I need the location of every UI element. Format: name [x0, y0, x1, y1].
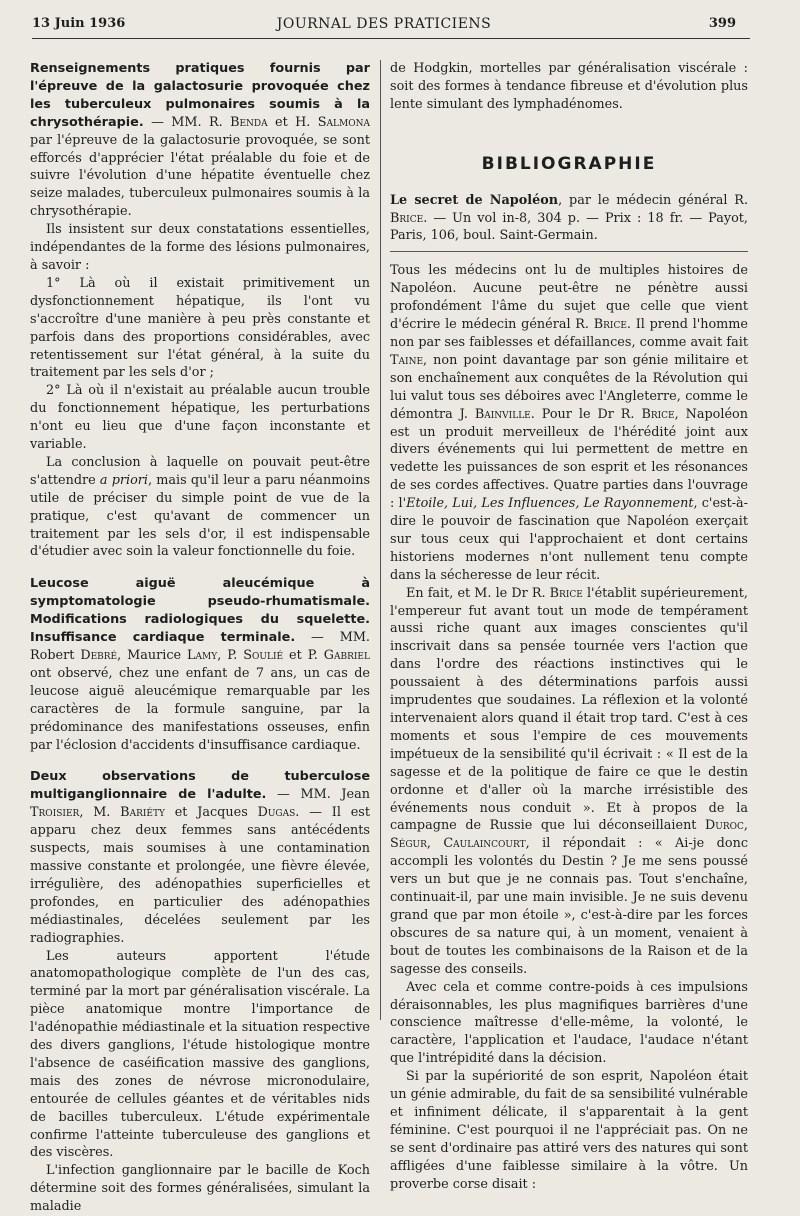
article-3-continued: de Hodgkin, mortelles par généralisation viscérale : soit des formes à tendance fibreuse et d'évolution plus lente simulant des lymphadénomes. [390, 61, 748, 112]
book-rule [390, 251, 748, 252]
article-2: Leucose aiguë aleucémique à symptomatologie pseudo-rhumatismale. Modifications radiologiques du squelette. Insuffisance cardiaque terminale. — MM. Robert Debré, Maurice Lamy, P. Soulié et P. Gabriel ont observé, chez une enfant de 7 ans, un cas de leucose aiguë aleucémique remarquable par les caractères de la formule sanguine, par la prédominance des manifestations osseuses, enfin par l'éclosion d'accidents d'insuffisance cardiaque. [30, 576, 370, 753]
journal-title: JOURNAL DES PRATICIENS [276, 16, 492, 32]
review-para: Tous les médecins ont lu de multiples histoires de Napoléon. Aucune peut-être ne pénètre aussi profondément l'âme du sujet que celle que vient d'écrire le médecin général R. Brice. Il prend l'homme non par ses faiblesses et défaillances, comme avait fait Taine, non point davantage par son génie militaire et son enchaînement aux conquêtes de la Révolution qui lui valut tous ses déboires avec l'Angleterre, comme le démontra J. Bainville. Pour le Dr R. Brice, Napoléon est un produit merveilleux de l'hérédité joint aux divers événements qui lui permettent de mettre en vedette les puissances de son esprit et les résonances de ses cordes affectives. Quatre parties dans l'ouvrage : l'Etoile, Lui, Les Influences, Le Rayonnement, c'est-à-dire le pouvoir de fascination que Napoléon exerçait sur tous ceux qui l'approchaient et dont certains historiens modernes n'ont nullement tenu compte dans la sécheresse de leur récit. [390, 263, 749, 583]
article-1-para: 2° Là où il n'existait au préalable aucun trouble du fonctionnement hépatique, les perturbations n'ont eu lieu que d'une façon inconstante et variable. [30, 383, 370, 453]
article-3-title: Deux observations de tuberculose multiganglionnaire de l'adulte. [30, 769, 370, 803]
author-salmona: Salmona [317, 114, 370, 130]
article-2-title: Leucose aiguë aleucémique à symptomatologie pseudo-rhumatismale. Modifications radiologiques du squelette. Insuffisance cardiaque terminale. [30, 576, 370, 646]
section-heading: BIBLIOGRAPHIE [481, 153, 657, 174]
article-1-title: Renseignements pratiques fournis par l'épreuve de la galactosurie provoquée chez les tuberculeux pulmonaires soumis à la chrysothérapie. [30, 61, 370, 130]
article-1-conclusion: La conclusion à laquelle on pouvait peut-être s'attendre a priori, mais qu'il leur a paru néanmoins utile de préciser du simple point de vue de la pratique, c'est qu'avant de commencer un traitement par les sels d'or, il est indispensable d'étudier avec soin la valeur fonctionnelle du foie. [30, 454, 371, 560]
page-number: 399 [708, 16, 736, 31]
article-3-para: L'infection ganglionnaire par le bacille de Koch détermine soit des formes généralisées, simulant la maladie [30, 1163, 370, 1215]
review-para: Avec cela et comme contre-poids à ces impulsions déraisonnables, les plus magnifiques barrières d'une conscience maîtresse d'elle-même, la volonté, le caractère, l'application et l'audace, l'audace n'étant que l'intrépidité dans la décision. [390, 979, 748, 1067]
article-3: Deux observations de tuberculose multiganglionnaire de l'adulte. — MM. Jean Troisier, M. Bariéty et Jacques Dugas. — Il est apparu chez deux femmes sans antécédents suspects, mais soumises à une contamination massive constante et prolongée, une fièvre élevée, irrégulière, des adénopathies superficielles et profondes, en particulier des adénopathies médiastinales, décelées seulement par les radiographies. [30, 769, 371, 946]
right-column [390, 60, 748, 1193]
page-header [32, 16, 736, 38]
left-column [30, 60, 370, 1216]
article-1-para: 1° Là où il existait primitivement un dysfonctionnement hépatique, ils l'ont vu s'accroître d'une manière à peu près constante et parfois dans des proportions considérables, avec retentissement sur l'état général, à la suite du traitement par les sels d'or ; [30, 275, 370, 381]
article-1-para: Ils insistent sur deux constatations essentielles, indépendantes de la forme des lésions pulmonaires, à savoir : [30, 222, 370, 273]
issue-date: 13 Juin 1936 [32, 16, 126, 31]
book-entry: Le secret de Napoléon, par le médecin général R. Brice. — Un vol in-8, 304 p. — Prix : 18 fr. — Payot, Paris, 106, boul. Saint-Germain. [390, 192, 749, 244]
article-3-para: Les auteurs apportent l'étude anatomopathologique complète de l'un des cas, terminé par la mort par généralisation viscérale. La pièce anatomique montre l'importance de l'adénopathie médiastinale et la situation respective des divers ganglions, l'étude histologique montre l'absence de caséification massive des ganglions, mais des zones de névrose micronodulaire, entourée de cellules géantes et de véritables nids de bacilles tuberculeux. L'étude expérimentale confirme l'atteinte tuberculeuse des ganglions et des viscères. [30, 948, 370, 1161]
review-para: En fait, et M. le Dr R. Brice l'établit supérieurement, l'empereur fut avant tout un mode de tempérament aussi riche quant aux images conscientes qu'il inscrivait dans sa pensée tournée vers l'action que dans l'ordre des réactions instinctives qui le poussaient à des déterminations parfois aussi imprudentes que soudaines. La réflexion et la volonté intervenaient alors quand il était trop tard. C'est à ces moments et sous l'empire de ces mouvements impétueux de la sensibilité qu'il écrivait : « Il est de la sagesse et de la politique de faire ce que le destin ordonne et d'aller où la marche irrésistible des événements nous conduit ». Et à propos de la campagne de Russie que lui déconseillaient Duroc, Ségur, Caulaincourt, il répondait : « Ai-je donc accompli les volontés du Destin ? Je me sens poussé vers un but que je ne connais pas. Tout s'enchaîne, continuait-il, par une main invisible. Je ne suis devenu grand que par mon étoile », c'est-à-dire par les forces obscures de sa nature qui, à un moment, venaient à bout de toutes les combinaisons de la Raison et de la sagesse des conseils. [390, 585, 749, 977]
author-benda: Benda [230, 114, 268, 130]
book-title: Le secret de Napoléon [390, 192, 559, 208]
column-divider [380, 60, 381, 1020]
review-para: Si par la supériorité de son esprit, Napoléon était un génie admirable, du fait de sa sensibilité vulnérable et infiniment délicate, il s'apparentait à la gent féminine. C'est pourquoi il ne l'appréciait pas. On ne se sent d'ordinaire pas attiré vers des natures qui sont affligées d'une faiblesse similaire à la vôtre. Un proverbe corse disait : [390, 1069, 748, 1192]
header-rule [32, 38, 750, 39]
article-1-intro: Renseignements pratiques fournis par l'épreuve de la galactosurie provoquée chez les tuberculeux pulmonaires soumis à la chrysothérapie. — MM. R. Benda et H. Salmona par l'épreuve de la galactosurie provoquée, se sont efforcés d'apprécier l'état préalable du foie et de suivre l'évolution d'une hépatite éventuelle chez seize malades, tuberculeux pulmonaires soumis à la chrysothérapie. [30, 61, 370, 220]
